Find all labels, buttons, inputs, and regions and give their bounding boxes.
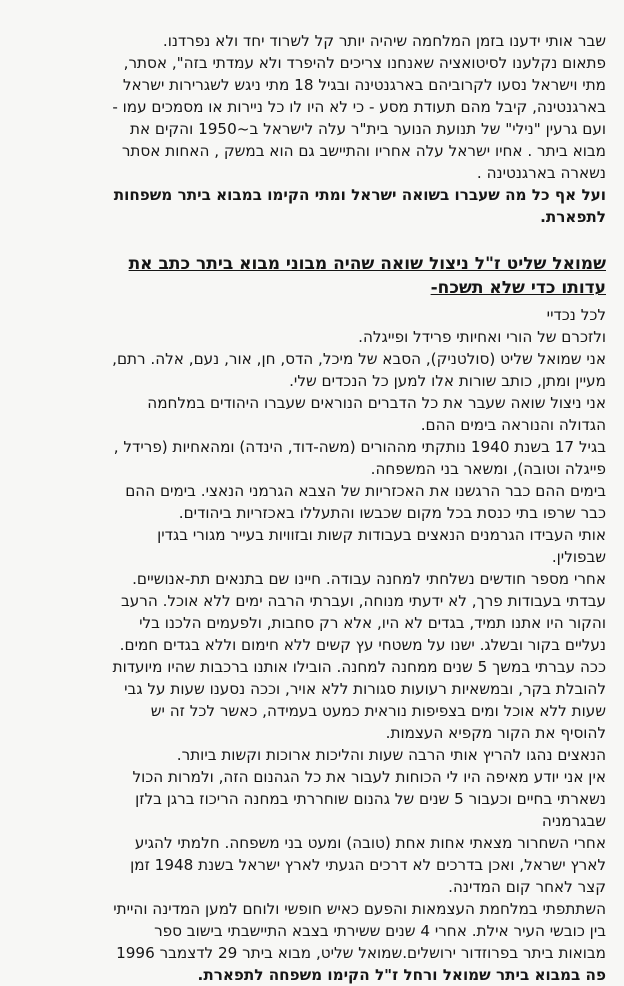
testimony-line: בגיל 17 בשנת 1940 נותקתי מההורים (משה-דוד, הינדה) ומהאחיות (פרידל , — [113, 438, 606, 456]
section-heading — [24, 252, 606, 300]
testimony-line: שעות ללא אוכל ומים בצפיפות נוראית כמעט בעמידה, כאשר לכל זה יש — [150, 702, 606, 720]
testimony-line: הגדולה והנוראה בימים ההם. — [420, 416, 606, 434]
testimony-section — [24, 304, 606, 986]
testimony-line: מבואות ביתר בפרוזדור ירושלים.שמואל שליט, מבוא ביתר 29 לדצמבר 1996 — [116, 944, 606, 962]
intro-closing-line-2: לתפארת. — [540, 208, 606, 226]
testimony-line: הנאצים נהגו להריץ אותי הרבה שעות והליכות ארוכות וקשות ביותר. — [176, 746, 606, 764]
testimony-line: אותי העבידו הגרמנים הנאצים בעבודות קשות ובזוויות בעייר מגורי בגדין — [157, 526, 606, 544]
testimony-line: נעליים בקור ובשלג. ישנו על משטחי עץ קשים ללא חימום וללא בגדים חמים. — [119, 636, 606, 654]
intro-line-2: פתאום נקלענו לסיטואציה שאנחנו צריכים להיפרד ולא עמדתי בזה", אסתר, — [123, 54, 606, 72]
testimony-line: והקור היו אתנו תמיד, בגדים לא היו, אלא רק סחבות, ולפעמים הלכנו בלי — [139, 614, 606, 632]
intro-line-6: מבוא ביתר . אחיו ישראל עלה אחריו והתיישב גם הוא במשק , האחות אסתר — [121, 142, 606, 160]
testimony-line: אחרי השחרור מצאתי אחות אחת (טובה) ומעט בני משפחה. חלמתי להגיע — [134, 834, 606, 852]
testimony-line: שבגרמניה — [541, 812, 606, 830]
testimony-line: בימים ההם כבר הרגשנו את האכזריות של הצבא הגרמני הנאצי. בימים ההם — [125, 482, 606, 500]
heading-line-1: שמואל שליט ז"ל ניצול שואה שהיה מבוני מבוא ביתר כתב את — [128, 254, 606, 274]
testimony-line: לארץ ישראל, ואכן בדרכים לא דרכים הגעתי לארץ ישראל בשנת 1948 זמן — [130, 856, 606, 874]
testimony-line: מעיין ומתן, כותב שורות אלו למען כל הנכדים שלי. — [289, 372, 606, 390]
testimony-line: ככה עברתי במשך 5 שנים ממחנה למחנה. הובילו אותנו ברכבות שהיו מיועדות — [112, 658, 606, 676]
testimony-line: קצר לאחר קום המדינה. — [448, 878, 606, 896]
testimony-line: השתתפתי במלחמת העצמאות והפעם כאיש חופשי ולוחם למען המדינה והייתי — [113, 900, 606, 918]
testimony-line: עבדתי בעבודות פרך, לא ידעתי מנוחה, ועברתי הרבה ימים ללא אוכל. הרעב — [120, 592, 606, 610]
testimony-line: אין אני יודע מאיפה היו לי הכוחות לעבור את כל הגהנום הזה, ולמרות הכול — [132, 768, 606, 786]
testimony-line: להוסיף את הקור מקפיא העצמות. — [385, 724, 606, 742]
testimony-line: נשארתי בחיים וכעבור 5 שנים של גהנום שוחררתי במחנה הריכוז ברגן בלזן — [135, 790, 606, 808]
intro-line-1: שבר אותי ידענו בזמן המלחמה שיהיה יותר קל לשרוד יחד ולא נפרדנו. — [162, 32, 606, 50]
heading-line-2: עדותו כדי שלא תשכח- — [430, 278, 606, 298]
testimony-line: כבר שרפו בתי כנסת בכל מקום שכבשו והתעללו באכזריות ביהודים. — [178, 504, 606, 522]
intro-line-4: בארגנטינה, קיבל מהם תעודת מסע - כי לא היו לו כל ניירות או מסמכים עמו - — [112, 98, 606, 116]
intro-line-5: ועם גרעין "נילי" של תנועת הנוער בית"ר עלה לישראל ב~1950 והקים את — [129, 120, 606, 138]
testimony-line: אני שמואל שליט (סולטניק), הסבא של מיכל, הדס, חן, אור, נעם, אלה. רתם, — [112, 350, 606, 368]
testimony-line: בין כובשי העיר אילת. אחרי 4 שנים ששירתי בצבא התיישבתי בישוב ספר — [154, 922, 606, 940]
testimony-line: אני ניצול שואה שעבר את כל הדברים הנוראים שעברו היהודים במלחמה — [147, 394, 606, 412]
intro-section — [24, 30, 606, 228]
testimony-line: לכל נכדיי — [546, 306, 606, 324]
document-page — [24, 30, 606, 986]
testimony-line: פייגלה וטובה), ומשאר בני המשפחה. — [370, 460, 606, 478]
testimony-line: להובלת בקר, ובמשאיות רעועות סגורות ללא אויר, וככה נסענו שעות על גבי — [124, 680, 606, 698]
intro-line-3: מתי וישראל נסעו לקרוביהם בארגנטינה ובגיל 18 מתי ניגש לשגרירות ישראל — [122, 76, 606, 94]
testimony-line: אחרי מספר חודשים נשלחתי למחנה עבודה. חיינו שם בתנאים תת-אנושיים. — [132, 570, 606, 588]
intro-closing-line-1: ועל אף כל מה שעברו בשואה ישראל ומתי הקימו במבוא ביתר משפחות — [113, 186, 606, 204]
testimony-closing-line: פה במבוא ביתר שמואל ורחל ז"ל הקימו משפחה לתפארת. — [197, 966, 606, 984]
testimony-line: שבפולין. — [551, 548, 606, 566]
testimony-line: ולזכרם של הורי ואחיותי פרידל ופייגלה. — [358, 328, 606, 346]
intro-line-7: נשארה בארגנטינה . — [476, 164, 606, 182]
